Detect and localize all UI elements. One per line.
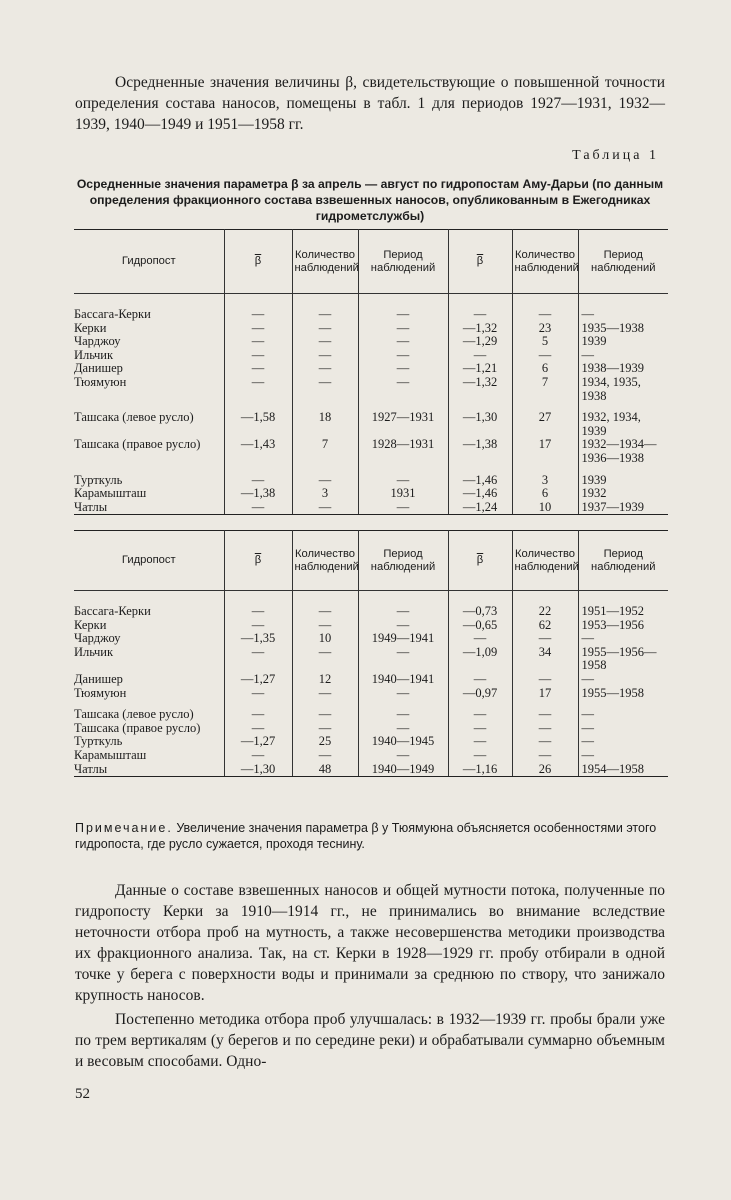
cell-p1: — xyxy=(358,335,448,349)
cell-p2: — xyxy=(581,707,594,722)
cell-p2: 1939 xyxy=(581,472,607,487)
cell-n2: 62 xyxy=(512,619,578,633)
cell-station: Тюямуюн xyxy=(74,687,224,701)
table-row xyxy=(74,487,668,501)
cell-station: Карамышташ xyxy=(74,487,224,501)
cell-station: Чарджоу xyxy=(74,632,224,646)
cell-station: Ильчик xyxy=(74,349,224,363)
table-row xyxy=(74,308,668,322)
cell-n1: — xyxy=(292,605,358,619)
table-row xyxy=(74,335,668,349)
cell-n1: — xyxy=(292,322,358,336)
cell-p2: 1955—1956— 1958 xyxy=(581,644,657,673)
table-row xyxy=(74,605,668,619)
cell-station: Ташсака (левое русло) xyxy=(74,411,224,438)
cell-p2: — xyxy=(581,307,594,321)
col-header-station: Гидропост xyxy=(74,230,224,294)
cell-p2: 1938—1939 xyxy=(581,361,644,376)
body-paragraph-2: Данные о составе взвешенных наносов и общей мутности потока, полученные по гидропосту Керки за 1910—1914 гг., не принимались во внимание вследствие неточности отбора проб на мутность, а также несовершенства методики производства их фракционного анализа. Так, на ст. Керки в 1928—1929 гг. пробу отбирали в одной точке у берега с поверхности воды и принимали за среднюю по створу, что занижало крупность наносов. xyxy=(75,882,665,1004)
cell-p2: — xyxy=(581,671,594,686)
cell-b2: —1,29 xyxy=(448,335,512,349)
cell-station: Чатлы xyxy=(74,763,224,777)
cell-p1: — xyxy=(358,749,448,763)
table-row xyxy=(74,722,668,736)
table-row xyxy=(74,411,668,438)
cell-n1: 18 xyxy=(292,411,358,438)
cell-p1: — xyxy=(358,619,448,633)
cell-station: Керки xyxy=(74,322,224,336)
cell-n2: — xyxy=(512,735,578,749)
cell-n1: — xyxy=(292,749,358,763)
cell-station: Ташсака (правое русло) xyxy=(74,438,224,465)
cell-b2: — xyxy=(448,722,512,736)
col-header-station: Гидропост xyxy=(74,531,224,591)
cell-n2: — xyxy=(512,632,578,646)
cell-b1: —1,58 xyxy=(224,411,292,438)
table-row xyxy=(74,362,668,376)
table-row xyxy=(74,749,668,763)
cell-p2: 1955—1958 xyxy=(581,685,644,700)
col-header-beta: $\overline{\beta}$ xyxy=(224,230,292,294)
cell-station: Ташсака (левое русло) xyxy=(74,708,224,722)
cell-p1: 1927—1931 xyxy=(358,411,448,438)
cell-n1: — xyxy=(292,474,358,488)
cell-station: Чатлы xyxy=(74,501,224,515)
table-row xyxy=(74,632,668,646)
col-header-beta: $\overline{\beta}$ xyxy=(224,531,292,591)
cell-b2: —1,24 xyxy=(448,501,512,515)
cell-p1: — xyxy=(358,501,448,515)
cell-b2: — xyxy=(448,349,512,363)
cell-b1: — xyxy=(224,322,292,336)
cell-p2: 1953—1956 xyxy=(581,617,644,632)
cell-p1: — xyxy=(358,349,448,363)
cell-n2: 17 xyxy=(512,687,578,701)
cell-p2: — xyxy=(581,631,594,646)
cell-p1: 1940—1941 xyxy=(358,673,448,687)
cell-p1: 1949—1941 xyxy=(358,632,448,646)
cell-b1: —1,27 xyxy=(224,735,292,749)
cell-p1: 1931 xyxy=(358,487,448,501)
cell-b2: —0,73 xyxy=(448,605,512,619)
table-row xyxy=(74,735,668,749)
cell-b1: — xyxy=(224,687,292,701)
cell-n1: 25 xyxy=(292,735,358,749)
cell-n2: 10 xyxy=(512,501,578,515)
cell-b2: —1,38 xyxy=(448,438,512,465)
cell-b2: — xyxy=(448,735,512,749)
cell-n1: — xyxy=(292,646,358,673)
cell-b2: —1,21 xyxy=(448,362,512,376)
cell-station: Ильчик xyxy=(74,646,224,673)
table-caption: Осредненные значения параметра β за апрель — август по гидропостам Аму-Дарьи (по данным определения фракционного состава взвешенных наносов, опубликованным в Ежегодниках гидрометслужбы) xyxy=(76,177,664,223)
cell-b2: — xyxy=(448,308,512,322)
cell-p1: — xyxy=(358,308,448,322)
cell-b1: — xyxy=(224,362,292,376)
cell-b2: —0,65 xyxy=(448,619,512,633)
cell-n2: 26 xyxy=(512,763,578,777)
cell-n2: — xyxy=(512,749,578,763)
table-row xyxy=(74,349,668,363)
cell-p1: — xyxy=(358,687,448,701)
cell-b1: —1,38 xyxy=(224,487,292,501)
cell-n2: 5 xyxy=(512,335,578,349)
cell-b2: — xyxy=(448,673,512,687)
cell-n2: 17 xyxy=(512,438,578,465)
cell-n2: 22 xyxy=(512,605,578,619)
cell-p1: — xyxy=(358,474,448,488)
cell-b1: — xyxy=(224,749,292,763)
cell-n1: — xyxy=(292,619,358,633)
table-row xyxy=(74,438,668,465)
cell-b1: — xyxy=(224,335,292,349)
cell-b2: —1,32 xyxy=(448,376,512,403)
cell-b2: —1,30 xyxy=(448,411,512,438)
cell-b1: — xyxy=(224,308,292,322)
cell-station: Ташсака (правое русло) xyxy=(74,722,224,736)
table-row xyxy=(74,646,668,673)
cell-b1: —1,43 xyxy=(224,438,292,465)
cell-p2: 1937—1939 xyxy=(578,501,668,515)
cell-p1: — xyxy=(358,605,448,619)
cell-b2: —0,97 xyxy=(448,687,512,701)
cell-n1: 48 xyxy=(292,763,358,777)
table-row xyxy=(74,673,668,687)
cell-b2: — xyxy=(448,708,512,722)
cell-p1: — xyxy=(358,362,448,376)
cell-b2: — xyxy=(448,632,512,646)
cell-b1: —1,30 xyxy=(224,763,292,777)
col-header-count: Количество наблюдений xyxy=(292,531,358,591)
cell-b2: —1,46 xyxy=(448,487,512,501)
cell-b1: — xyxy=(224,474,292,488)
cell-p2: 1951—1952 xyxy=(581,604,644,618)
cell-p1: 1928—1931 xyxy=(358,438,448,465)
col-header-beta: $\overline{\beta}$ xyxy=(448,531,512,591)
cell-n2: — xyxy=(512,349,578,363)
col-header-period: Период наблюдений xyxy=(578,531,668,591)
cell-p1: 1940—1949 xyxy=(358,763,448,777)
cell-n1: 7 xyxy=(292,438,358,465)
body-paragraph-3: Постепенно методика отбора проб улучшалась: в 1932—1939 гг. пробы брали уже по трем вертикалям (у берегов и по середине реки) и обрабатывали суммарно объемным и весовым способами. Одно- xyxy=(75,1011,665,1070)
cell-b2: —1,46 xyxy=(448,474,512,488)
cell-n1: — xyxy=(292,708,358,722)
cell-p1: — xyxy=(358,708,448,722)
cell-b1: — xyxy=(224,501,292,515)
cell-p1: 1940—1945 xyxy=(358,735,448,749)
data-table-1 xyxy=(74,229,668,515)
cell-p2: 1932 xyxy=(581,486,607,501)
cell-station: Турткуль xyxy=(74,735,224,749)
cell-n2: 27 xyxy=(512,411,578,438)
cell-n2: 7 xyxy=(512,376,578,403)
cell-station: Карамышташ xyxy=(74,749,224,763)
cell-b1: — xyxy=(224,349,292,363)
cell-p1: — xyxy=(358,646,448,673)
cell-n2: 6 xyxy=(512,487,578,501)
cell-p1: — xyxy=(358,722,448,736)
cell-n1: — xyxy=(292,335,358,349)
cell-station: Данишер xyxy=(74,673,224,687)
cell-p2: 1954—1958 xyxy=(578,763,668,777)
data-table-2 xyxy=(74,530,668,777)
table-row xyxy=(74,687,668,701)
cell-b1: — xyxy=(224,708,292,722)
cell-p2: — xyxy=(581,747,594,762)
cell-n2: 23 xyxy=(512,322,578,336)
cell-n1: — xyxy=(292,722,358,736)
note-label: Примечание. xyxy=(75,821,173,835)
col-header-period: Период наблюдений xyxy=(358,531,448,591)
cell-n2: — xyxy=(512,708,578,722)
col-header-count: Количество наблюдений xyxy=(512,531,578,591)
intro-paragraph: Осредненные значения величины β, свидетельствующие о повышенной точности определения состава наносов, помещены в табл. 1 для периодов 1927—1931, 1932—1939, 1940—1949 и 1951—1958 гг. xyxy=(75,74,665,133)
cell-b2: —1,32 xyxy=(448,322,512,336)
cell-n2: 6 xyxy=(512,362,578,376)
cell-b1: — xyxy=(224,722,292,736)
cell-station: Турткуль xyxy=(74,474,224,488)
cell-p2: 1934, 1935, 1938 xyxy=(581,374,641,403)
cell-n2: — xyxy=(512,722,578,736)
cell-n1: 10 xyxy=(292,632,358,646)
cell-b2: — xyxy=(448,749,512,763)
cell-p2: 1935—1938 xyxy=(581,320,644,335)
note-text: Увеличение значения параметра β у Тюямуюна объясняется особенностями этого гидропоста, где русло сужается, проходя теснину. xyxy=(75,821,657,851)
table-row xyxy=(74,619,668,633)
cell-b1: — xyxy=(224,619,292,633)
cell-b2: —1,16 xyxy=(448,763,512,777)
page-number: 52 xyxy=(75,1086,90,1102)
cell-station: Керки xyxy=(74,619,224,633)
cell-b1: — xyxy=(224,376,292,403)
cell-p2: 1932, 1934, 1939 xyxy=(581,410,641,438)
table-row xyxy=(74,376,668,403)
cell-n1: — xyxy=(292,501,358,515)
col-header-period: Период наблюдений xyxy=(358,230,448,294)
cell-p1: — xyxy=(358,376,448,403)
cell-p1: — xyxy=(358,322,448,336)
cell-b1: — xyxy=(224,646,292,673)
col-header-count: Количество наблюдений xyxy=(512,230,578,294)
table-row xyxy=(74,708,668,722)
cell-p2: — xyxy=(581,720,594,735)
cell-n1: — xyxy=(292,349,358,363)
cell-n2: — xyxy=(512,673,578,687)
cell-station: Чарджоу xyxy=(74,335,224,349)
cell-n2: 3 xyxy=(512,474,578,488)
table-note xyxy=(75,820,667,852)
table-row xyxy=(74,501,668,515)
cell-n2: — xyxy=(512,308,578,322)
cell-b2: —1,09 xyxy=(448,646,512,673)
col-header-beta: $\overline{\beta}$ xyxy=(448,230,512,294)
cell-station: Бассага-Керки xyxy=(74,308,224,322)
table-label: Таблица 1 xyxy=(572,148,659,163)
cell-n1: — xyxy=(292,308,358,322)
table-row xyxy=(74,322,668,336)
cell-b1: —1,35 xyxy=(224,632,292,646)
cell-n2: 34 xyxy=(512,646,578,673)
col-header-period: Период наблюдений xyxy=(578,230,668,294)
cell-n1: 3 xyxy=(292,487,358,501)
cell-station: Тюямуюн xyxy=(74,376,224,403)
cell-n1: — xyxy=(292,362,358,376)
cell-p2: 1932—1934— 1936—1938 xyxy=(581,437,657,465)
cell-p2: — xyxy=(581,734,594,749)
table-row xyxy=(74,763,668,777)
cell-b1: — xyxy=(224,605,292,619)
cell-n1: 12 xyxy=(292,673,358,687)
cell-station: Данишер xyxy=(74,362,224,376)
cell-p2: 1939 xyxy=(581,334,607,349)
table-row xyxy=(74,474,668,488)
cell-n1: — xyxy=(292,376,358,403)
col-header-count: Количество наблюдений xyxy=(292,230,358,294)
cell-p2: — xyxy=(581,347,594,362)
cell-b1: —1,27 xyxy=(224,673,292,687)
cell-station: Бассага-Керки xyxy=(74,605,224,619)
cell-n1: — xyxy=(292,687,358,701)
